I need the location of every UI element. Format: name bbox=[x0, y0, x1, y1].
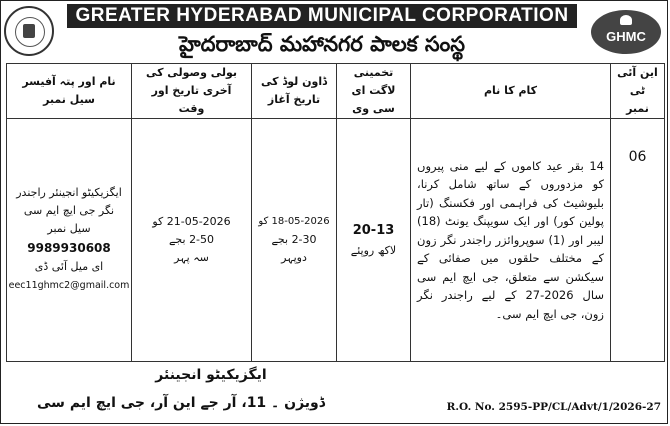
last-date: 21-05-2026 کو bbox=[152, 215, 231, 228]
cell-last-date bbox=[132, 119, 252, 362]
header-cost: تخمینی لاگت ای سی وی bbox=[337, 64, 411, 119]
cell-work bbox=[411, 119, 611, 362]
header-nit-no: این آئی ٹی نمبر bbox=[611, 64, 665, 119]
cell-nit-no bbox=[611, 119, 665, 362]
table-header-row bbox=[7, 64, 665, 119]
download-date: 18-05-2026 کو bbox=[258, 216, 330, 227]
contact-title: ایگزیکیٹو انجینئر راجندر نگر جی ایچ ایم سی bbox=[16, 186, 122, 217]
tender-table bbox=[6, 63, 665, 362]
header-work: کام کا نام bbox=[411, 64, 611, 119]
contact-email-label: ای میل آئی ڈی bbox=[34, 260, 104, 273]
signatory-division: ڈویژن ۔ 11، آر جے این آر، جی ایچ ایم سی bbox=[37, 395, 325, 411]
ghmc-logo bbox=[591, 10, 661, 54]
ro-number: R.O. No. 2595-PP/CL/Advt/1/2026-27 bbox=[446, 401, 661, 413]
contact-email[interactable]: eec11ghmc2@gmail.com bbox=[8, 280, 130, 291]
last-time: 2-50 بجے bbox=[168, 233, 215, 246]
corporation-title-english: GREATER HYDERABAD MUNICIPAL CORPORATION bbox=[67, 4, 577, 28]
header-last-date: بولی وصولی کی آخری تاریخ اور وقت bbox=[132, 64, 252, 119]
cell-cost bbox=[337, 119, 411, 362]
cost-value: 20-13 bbox=[352, 223, 395, 238]
contact-cell-label: سیل نمبر bbox=[47, 222, 91, 235]
corporation-title-telugu: హైదరాబాద్ మహానగర పాలక సంస్థ bbox=[178, 32, 466, 56]
cost-unit: لاکھ روپئے bbox=[350, 244, 397, 257]
cell-contact bbox=[7, 119, 132, 362]
contact-cell-number: 9989930608 bbox=[27, 241, 111, 255]
table-row bbox=[7, 119, 665, 362]
cell-download bbox=[252, 119, 337, 362]
work-description: 14 بقر عید کاموں کے لیے منی پیروں کو مزدوروں کے ساتھ شامل کرنا، بلیوشیٹ کی فراہمی اور فکسنگ (تار پولین کور) اور ایک سویپنگ یونٹ (18) لیبر اور (1) سوپروائزر راجندر نگر زون کے مختلف حلقوں میں صفائی کے سیکشن سے متعلق، جی ایچ ایم سی سال 2026-27 کے لیے راجندر نگر زون، جی ایچ ایم سی۔ bbox=[417, 158, 604, 321]
logo-text: GHMC bbox=[606, 29, 646, 44]
header-contact: نام اور پتہ آفیسر سیل نمبر bbox=[7, 64, 132, 119]
notice-header bbox=[1, 1, 667, 63]
header-download: ڈاون لوڈ کی تاریخ آغاز bbox=[252, 64, 337, 119]
nit-number: 06 bbox=[628, 149, 647, 165]
ghmc-emblem-icon bbox=[4, 6, 54, 56]
last-period: سہ پہر bbox=[174, 251, 209, 264]
notice-footer bbox=[1, 359, 667, 425]
download-time: 2-30 بجے bbox=[271, 233, 317, 246]
download-period: دوپہر bbox=[281, 251, 307, 264]
signatory-title: ایگزیکیٹو انجینئر bbox=[155, 367, 267, 383]
